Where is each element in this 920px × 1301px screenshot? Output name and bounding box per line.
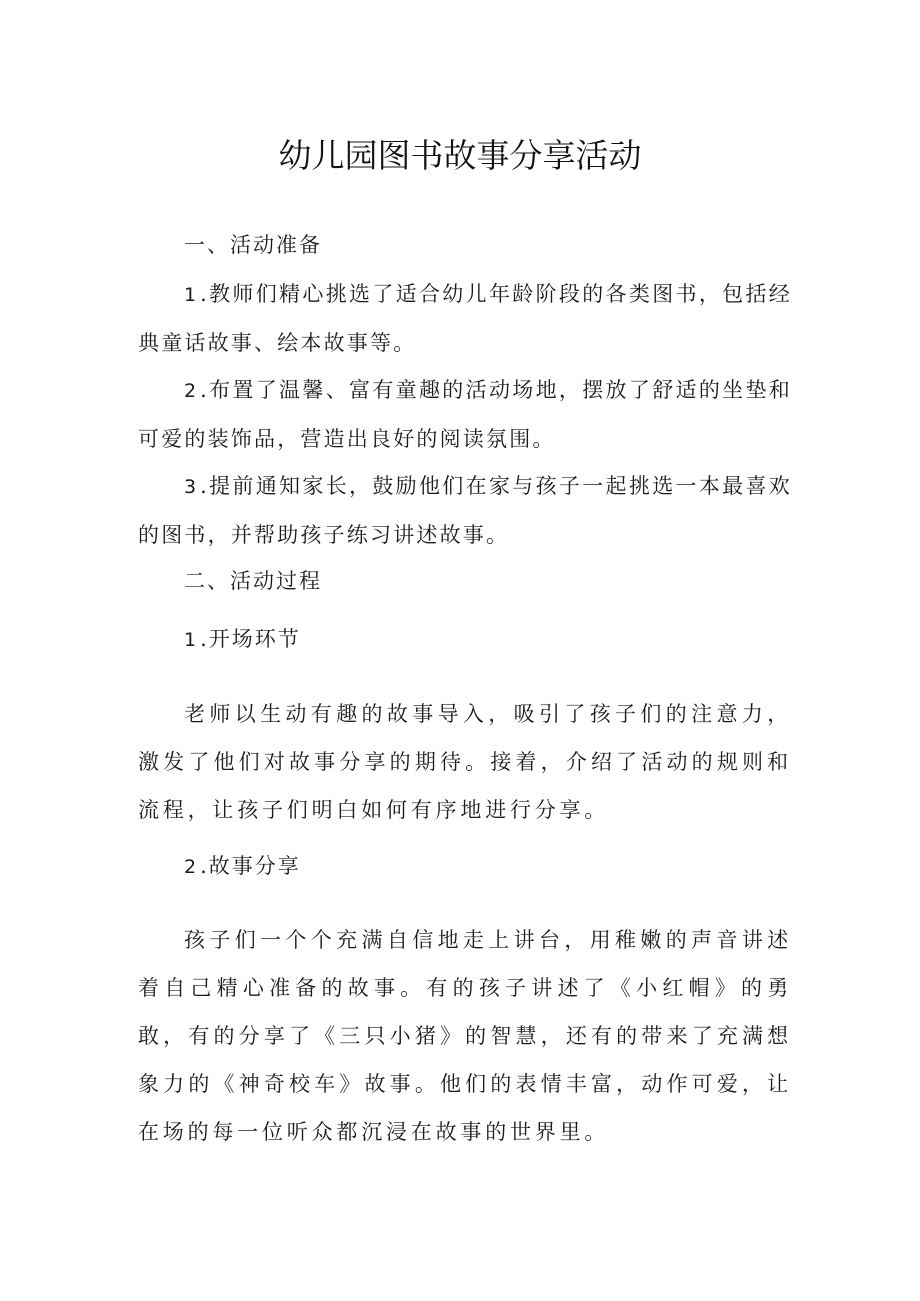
document-title: 幼儿园图书故事分享活动 — [278, 136, 642, 175]
story-sharing-paragraph: 孩子们一个个充满自信地走上讲台，用稚嫩的声音讲述着自己精心准备的故事。有的孩子讲述了《小红帽》的勇敢，有的分享了《三只小猪》的智慧，还有的带来了充满想象力的《神奇校车》故事。他们的表情丰富，动作可爱，让在场的每一位听众都沉浸在故事的世界里。 — [138, 928, 792, 1144]
item-text: .教师们精心挑选了适合幼儿年龄阶段的各类图书，包括经典童话故事、绘本故事等。 — [138, 282, 792, 355]
subheading-text: .故事分享 — [200, 854, 301, 878]
subheading-number: 1 — [184, 629, 197, 651]
section-heading-preparation: 一、活动准备 — [184, 233, 322, 257]
item-number: 2 — [184, 380, 197, 402]
item-number: 1 — [184, 284, 197, 306]
subheading-opening — [184, 624, 301, 655]
preparation-item-2 — [138, 366, 792, 463]
item-text: .提前通知家长，鼓励他们在家与孩子一起挑选一本最喜欢的图书，并帮助孩子练习讲述故事。 — [138, 474, 792, 547]
preparation-item-3 — [138, 462, 792, 559]
preparation-item-1 — [138, 270, 792, 367]
opening-paragraph: 老师以生动有趣的故事导入，吸引了孩子们的注意力，激发了他们对故事分享的期待。接着，介绍了活动的规则和流程，让孩子们明白如何有序地进行分享。 — [138, 702, 792, 822]
subheading-text: .开场环节 — [200, 627, 301, 651]
item-text: .布置了温馨、富有童趣的活动场地，摆放了舒适的坐垫和可爱的装饰品，营造出良好的阅读氛围。 — [138, 378, 792, 451]
subheading-number: 2 — [184, 856, 197, 878]
section-heading-process: 二、活动过程 — [184, 569, 322, 593]
subheading-story-sharing — [184, 851, 301, 882]
item-number: 3 — [184, 476, 197, 498]
